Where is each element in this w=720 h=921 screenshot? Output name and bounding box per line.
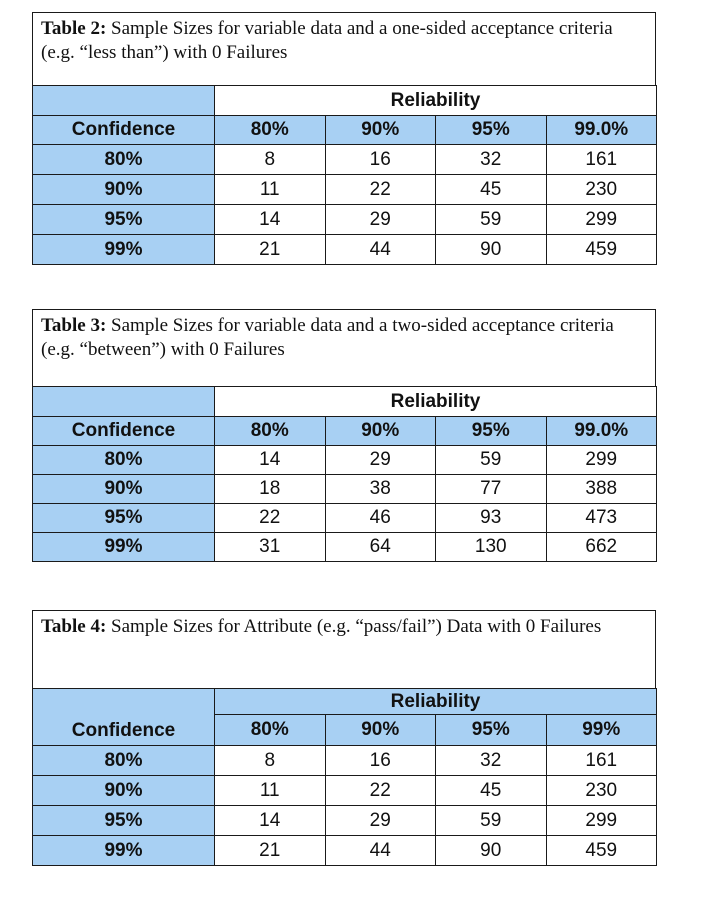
table-cell: 77 — [436, 475, 547, 504]
table-cell: 59 — [436, 446, 547, 475]
table-3-title: Table 3: — [41, 315, 107, 336]
table-cell: 662 — [546, 533, 657, 562]
table-cell: 22 — [325, 175, 436, 205]
table-cell: 11 — [215, 175, 326, 205]
table-cell: 21 — [215, 836, 326, 866]
table-cell: 299 — [546, 205, 657, 235]
table-cell: 46 — [325, 504, 436, 533]
table-cell: 161 — [546, 746, 657, 776]
table-4-block — [32, 610, 656, 866]
row-header: 80% — [33, 446, 215, 475]
table-cell: 90 — [436, 836, 547, 866]
table-row — [33, 116, 657, 145]
row-header: 80% — [33, 746, 215, 776]
table-cell: 93 — [436, 504, 547, 533]
table-2-caption — [32, 12, 656, 85]
table-cell: 22 — [215, 504, 326, 533]
column-header: 95% — [436, 116, 547, 145]
reliability-header: Reliability — [215, 689, 657, 715]
table-cell: 459 — [546, 836, 657, 866]
table-cell: 29 — [325, 446, 436, 475]
table-cell: 44 — [325, 836, 436, 866]
row-header: 90% — [33, 475, 215, 504]
table-row — [33, 86, 657, 116]
table-cell: 29 — [325, 806, 436, 836]
table-row — [33, 446, 657, 475]
table-4-caption — [32, 610, 656, 688]
table-cell: 31 — [215, 533, 326, 562]
table-cell: 14 — [215, 806, 326, 836]
table-cell: 45 — [436, 175, 547, 205]
confidence-header: Confidence — [33, 116, 215, 145]
row-header: 90% — [33, 776, 215, 806]
column-header: 80% — [215, 715, 326, 746]
table-cell: 59 — [436, 806, 547, 836]
table-cell: 230 — [546, 175, 657, 205]
table-cell: 14 — [215, 446, 326, 475]
table-cell: 18 — [215, 475, 326, 504]
table-row — [33, 776, 657, 806]
reliability-header: Reliability — [215, 86, 657, 116]
table-3-caption-text: Sample Sizes for variable data and a two-sided acceptance criteria (e.g. “between”) with 0 Failures — [41, 315, 614, 360]
table-3-caption — [32, 309, 656, 386]
table-row — [33, 387, 657, 417]
confidence-header: Confidence — [33, 417, 215, 446]
row-header: 95% — [33, 504, 215, 533]
table-row — [33, 836, 657, 866]
reliability-header: Reliability — [215, 387, 657, 417]
table-cell: 38 — [325, 475, 436, 504]
table-cell: 299 — [546, 806, 657, 836]
table-cell: 299 — [546, 446, 657, 475]
header-blank-cell — [33, 387, 215, 417]
table-2-block — [32, 12, 656, 265]
table-row — [33, 533, 657, 562]
table-cell: 459 — [546, 235, 657, 265]
table-cell: 45 — [436, 776, 547, 806]
table-cell: 130 — [436, 533, 547, 562]
table-4 — [32, 688, 657, 866]
table-cell: 90 — [436, 235, 547, 265]
row-header: 99% — [33, 533, 215, 562]
table-row — [33, 475, 657, 504]
table-cell: 8 — [215, 746, 326, 776]
table-cell: 32 — [436, 145, 547, 175]
column-header: 90% — [325, 715, 436, 746]
table-cell: 59 — [436, 205, 547, 235]
table-3 — [32, 386, 657, 562]
row-header: 90% — [33, 175, 215, 205]
table-cell: 22 — [325, 776, 436, 806]
table-cell: 388 — [546, 475, 657, 504]
table-row — [33, 504, 657, 533]
table-cell: 64 — [325, 533, 436, 562]
table-cell: 161 — [546, 145, 657, 175]
table-cell: 21 — [215, 235, 326, 265]
column-header: 99.0% — [546, 116, 657, 145]
table-row — [33, 806, 657, 836]
table-cell: 11 — [215, 776, 326, 806]
row-header: 80% — [33, 145, 215, 175]
header-blank-cell — [33, 86, 215, 116]
table-cell: 16 — [325, 746, 436, 776]
table-row — [33, 205, 657, 235]
row-header: 99% — [33, 235, 215, 265]
table-row — [33, 689, 657, 715]
confidence-header: Confidence — [33, 689, 215, 746]
column-header: 80% — [215, 116, 326, 145]
table-2 — [32, 85, 657, 265]
column-header: 99.0% — [546, 417, 657, 446]
table-row — [33, 746, 657, 776]
table-cell: 16 — [325, 145, 436, 175]
column-header: 90% — [325, 116, 436, 145]
table-row — [33, 145, 657, 175]
table-row — [33, 417, 657, 446]
table-cell: 44 — [325, 235, 436, 265]
table-2-caption-text: Sample Sizes for variable data and a one-sided acceptance criteria (e.g. “less than”) with 0 Failures — [41, 18, 613, 63]
table-cell: 14 — [215, 205, 326, 235]
table-2-title: Table 2: — [41, 18, 107, 39]
row-header: 95% — [33, 806, 215, 836]
table-row — [33, 235, 657, 265]
column-header: 90% — [325, 417, 436, 446]
row-header: 95% — [33, 205, 215, 235]
table-cell: 230 — [546, 776, 657, 806]
column-header: 95% — [436, 417, 547, 446]
table-cell: 32 — [436, 746, 547, 776]
table-4-caption-text: Sample Sizes for Attribute (e.g. “pass/fail”) Data with 0 Failures — [111, 616, 602, 637]
table-cell: 8 — [215, 145, 326, 175]
table-3-block — [32, 309, 656, 562]
table-4-title: Table 4: — [41, 616, 107, 637]
row-header: 99% — [33, 836, 215, 866]
column-header: 80% — [215, 417, 326, 446]
table-cell: 29 — [325, 205, 436, 235]
column-header: 99% — [546, 715, 657, 746]
table-cell: 473 — [546, 504, 657, 533]
table-row — [33, 175, 657, 205]
column-header: 95% — [436, 715, 547, 746]
